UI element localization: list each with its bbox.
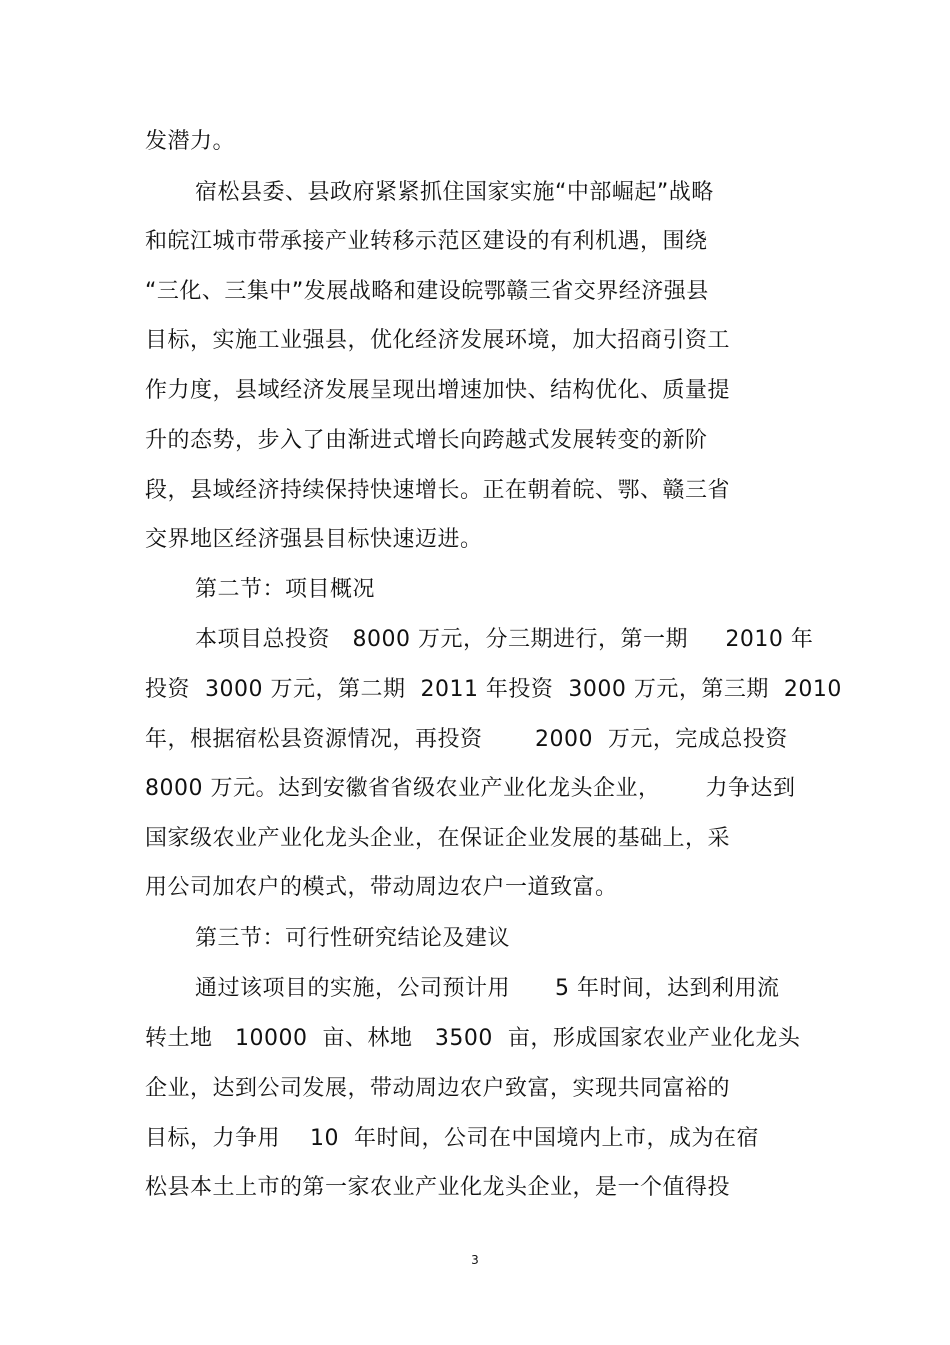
- paragraph-line-11: 本项目总投资 8000 万元，分三期进行，第一期 2010 年: [195, 627, 814, 652]
- paragraph-line-2: 宿松县委、县政府紧紧抓住国家实施“中部崛起”战略: [195, 180, 714, 205]
- paragraph-line-18: 通过该项目的实施，公司预计用 5 年时间，达到利用流: [195, 976, 780, 1001]
- paragraph-line-13: 年，根据宿松县资源情况，再投资 2000 万元，完成总投资: [145, 727, 788, 752]
- paragraph-line-8: 段，县域经济持续保持快速增长。正在朝着皖、鄂、赣三省: [145, 478, 731, 503]
- paragraph-line-21: 目标，力争用 10 年时间，公司在中国境内上市，成为在宿: [145, 1126, 759, 1151]
- paragraph-line-6: 作力度，县域经济发展呈现出增速加快、结构优化、质量提: [145, 378, 731, 403]
- paragraph-line-3: 和皖江城市带承接产业转移示范区建设的有利机遇，围绕: [145, 229, 708, 254]
- paragraph-line-14: 8000 万元。达到安徽省省级农业产业化龙头企业， 力争达到: [145, 776, 796, 801]
- paragraph-line-5: 目标，实施工业强县，优化经济发展环境，加大招商引资工: [145, 328, 731, 353]
- paragraph-line-20: 企业，达到公司发展，带动周边农户致富，实现共同富裕的: [145, 1076, 731, 1101]
- page-number: 3: [471, 1253, 479, 1267]
- paragraph-line-9: 交界地区经济强县目标快速迈进。: [145, 527, 483, 552]
- paragraph-line-15: 国家级农业产业化龙头企业，在保证企业发展的基础上，采: [145, 826, 731, 851]
- paragraph-line-4: “三化、三集中”发展战略和建设皖鄂赣三省交界经济强县: [145, 279, 709, 304]
- paragraph-line-19: 转土地 10000 亩、林地 3500 亩，形成国家农业产业化龙头: [145, 1026, 801, 1051]
- paragraph-line-22: 松县本土上市的第一家农业产业化龙头企业，是一个值得投: [145, 1175, 731, 1200]
- section-heading-2: 第二节：项目概况: [195, 577, 376, 602]
- paragraph-line-16: 用公司加农户的模式，带动周边农户一道致富。: [145, 875, 618, 900]
- paragraph-line-12: 投资 3000 万元，第二期 2011 年投资 3000 万元，第三期 2010: [145, 677, 842, 702]
- paragraph-line-1: 发潜力。: [145, 129, 236, 154]
- paragraph-line-7: 升的态势，步入了由渐进式增长向跨越式发展转变的新阶: [145, 428, 708, 453]
- section-heading-3: 第三节：可行性研究结论及建议: [195, 926, 511, 951]
